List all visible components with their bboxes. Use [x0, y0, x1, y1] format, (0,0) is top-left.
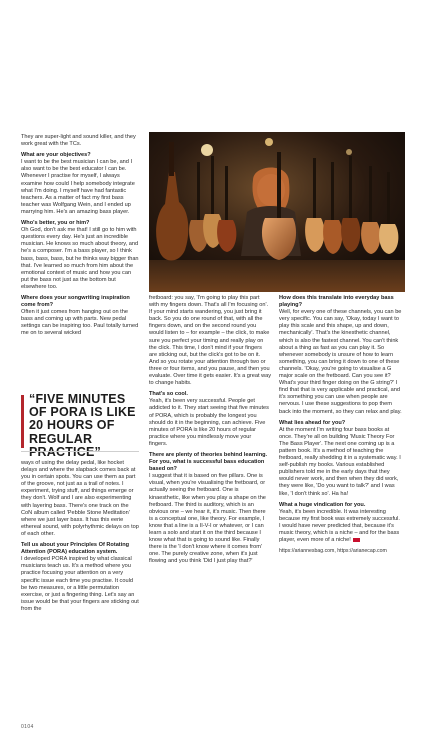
answer-paragraph: Often it just comes from hanging out on the bass and coming up with parts. New pedal settings can be inspiring too. Paul totally turned me on to several wicked [21, 309, 139, 337]
paragraph: fretboard: you say, 'I'm going to play this part with my fingers down. That's all I'm focusing on'. If your mind starts wandering, you just bring it back. So you do one round of that, with all the fingers down, and on the second round you would listen to – for example – the click, to make sure you perfect your timing and really play on the click. This time, I don't mind if your fingers are sticking out, but the click's got to be on it. And so you rotate your attention through two or three or four items, and you pause, and then you evaluate. Over time it gets easier. It's a great way to change habits. [149, 295, 272, 387]
question-heading: That's so cool. [149, 391, 188, 398]
answer-paragraph: Yeah, it's been very successful. People get addicted to it. They start seeing that five minutes of PORA, which is probably the longest you should do it in the beginning, can achieve. Five minutes of PORA is like 20 hours of regular practice where you mindlessly move your fingers. [149, 398, 269, 447]
answer-paragraph: At the moment I'm writing four bass books at once. They're all on building 'Music Theory For The Bass Player'. The next one coming up is a pattern book. It's a method of teaching the fretboard, really shedding it in a systematic way. I self-publish my books. Various established publishers told me in the early days that they would never work, and then when they did work, they were like, 'Do you want to talk?' and I was like, 'I don't think so'. Ha ha! [279, 426, 401, 497]
basses-photo [149, 132, 405, 292]
answer-paragraph [279, 509, 403, 544]
question-heading: Tell us about your Principles Of Rotating Attention (PORA) education system. [21, 542, 130, 556]
answer-paragraph: I developed PORA inspired by what classical musicians teach us. It's a method where you practice focusing your attention on a very specific issue each time you practise. It could be two measures, or a little permutation exercise, or just a fingering thing. Let's say an issue would be that your fingers are sticking out from the [21, 556, 139, 612]
pull-quote-text: “FIVE MINUTES OF PORA IS LIKE 20 HOURS OF REGULAR [29, 392, 136, 446]
end-mark-icon [353, 538, 360, 542]
paragraph: ways of using the delay pedal, like hocket delays and where the slapback comes back at you in certain spots. You can use them as part of the groove, not just as a trail of notes. I experiment, trying stuff, and things emerge or they don't. Wolf and I are also experimenting with layering bass. There's one track on the CoN album called 'Pebble Stone Meditation' where we just layer bass. It has this eerie ethereal sound, with polyrhythmic delays on top of each other. [21, 460, 139, 537]
question-heading: What a huge vindication for you. [279, 501, 366, 508]
basses-photo-art [149, 132, 405, 292]
answer-paragraph: Oh God, don't ask me that! I still go to him with questions every day. He's just an incredible musician. He knows so much about theory, and he's a composer. I'm a bass player, so I think bass, bass, bass, but he thinks way bigger than that. I've learned so much from him about the emotional context of music and how you can put the bass not just as the bottom but elsewhere too. [21, 227, 139, 290]
column-1-continued [21, 460, 139, 617]
column-1 [21, 134, 139, 342]
column-2 [149, 295, 271, 569]
question-heading: What are your objectives? [21, 152, 91, 159]
question-heading: Where does your songwriting inspiration come from? [21, 294, 130, 309]
final-answer-text: Yeah, it's been incredible. It was interesting because my first book was extremely successful. I would have never predicted that, because it's music theory, which is a niche – and for the bass player, even more of a niche! [279, 508, 400, 544]
pull-quote-rule [21, 451, 139, 452]
question-heading: Who's better, you or him? [21, 220, 90, 227]
paragraph: They are super-light and sound killer, and they work great with the TCs. [21, 134, 136, 148]
answer-paragraph: Well, for every one of these channels, you can be very specific. You can say, 'Okay, today I want to play this scale and this shape, up and down, mechanically'. That's the kinesthetic channel, which is also the fastest channel. You can't think about a thing as fast as you can play it. So whenever somebody is unsure of how to learn something, you can bring it down to one of these channels. 'Okay, you're going to visualise a G major scale on the fretboard. Can you see it? What's your third finger doing on the G string?' I find that that is very applicable and practical, and it's something you can use when people are nervous. I use these suggestions to pop them back into the moment, so they can relax and play. [279, 309, 402, 415]
question-heading: What lies ahead for you? [279, 419, 346, 426]
pull-quote-bar [21, 395, 24, 448]
question-heading: How does this translate into everyday bass playing? [279, 295, 394, 309]
web-links[interactable]: https://ariannesbag.com, https://arianecap.com [279, 548, 387, 555]
question-heading: There are plenty of theories behind learning. For you, what is successful bass education based on? [149, 451, 268, 473]
page-number: 0104 [21, 724, 34, 730]
column-3 [279, 295, 403, 559]
answer-paragraph: I want to be the best musician I can be, and I also want to be the best educator I can be. Whenever I practise for myself, I always examine how could I help somebody integrate what I'm doing. I myself have had fantastic teachers. As a matter of fact my first bass teacher was Wolfgang Wein, and I ended up marrying him. He's an amazing bass player. [21, 159, 135, 215]
answer-paragraph: I suggest that it is based on five pillars. One is visual, when you're visualising the fretboard, or actually seeing the fretboard. One is kinaesthetic, like when you play a shape on the fretboard. The third is auditory, which is an obvious one – we hear it, it's music. Then there is a conceptual one, like theory. For example, I know that a line is a II-V-I or whatever, or I can learn a solo and start it on the third because I know what that is going to sound like. Finally there is the 'I don't know where it comes from' one. The purely creative zone, when it's just flowing and you think 'Did I just play that?' [149, 473, 266, 565]
